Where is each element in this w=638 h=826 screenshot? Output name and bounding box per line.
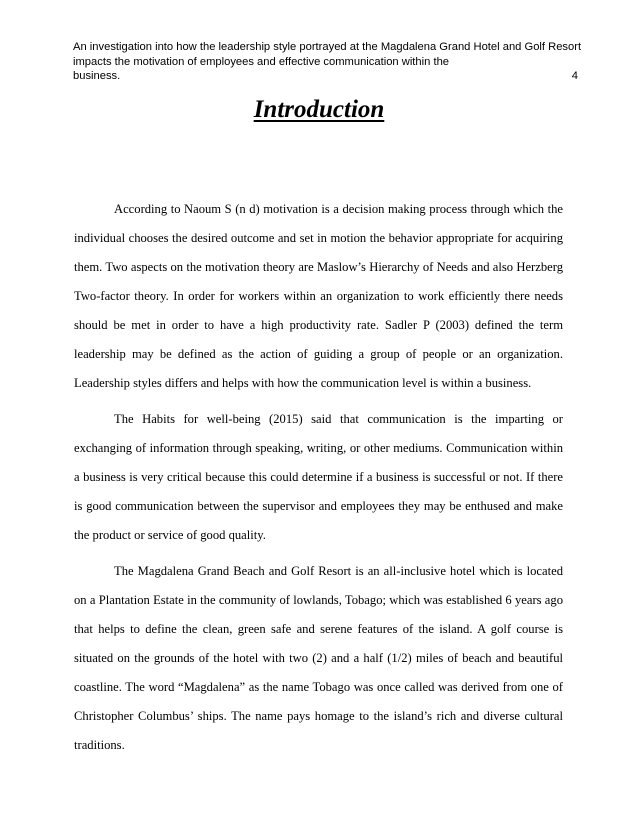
page-number: 4 <box>571 70 578 82</box>
running-header <box>73 40 582 84</box>
header-line: impacts the motivation of employees and effective communication within the <box>73 55 450 68</box>
paragraph-communication <box>74 405 563 550</box>
header-line: An investigation into how the leadership style portrayed at the Magdalena Grand Hotel and Golf Resort <box>73 41 582 53</box>
header-line: business. <box>73 70 121 82</box>
paragraph-motivation <box>74 195 563 398</box>
paragraph-text: According to Naoum S (n d) motivation is a decision making process through which the individual chooses the desired outcome and set in motion the behavior appropriate for acquiring them. Two aspects on the motivation theory are Maslow’s Hierarchy of Needs and also Herzberg Two-factor theory. In order for workers within an organization to work efficiently there needs should be met in order to have a high productivity rate. Sadler P (2003) defined the term leadership may be defined as the action of guiding a group of people or an organization. Leadership styles differs and helps with how the communication level is within a business. <box>74 202 563 390</box>
page-title: Introduction <box>253 96 385 123</box>
paragraph-text: The Magdalena Grand Beach and Golf Resort is an all-inclusive hotel which is located on a Plantation Estate in the community of lowlands, Tobago; which was established 6 years ago that helps to define the clean, green safe and serene features of the island. A golf course is situated on the grounds of the hotel with two (2) and a half (1/2) miles of beach and beautiful coastline. The word “Magdalena” as the name Tobago was once called was derived from one of Christopher Columbus’ ships. The name pays homage to the island’s rich and diverse cultural traditions. <box>74 564 563 752</box>
paragraph-text: The Habits for well-being (2015) said that communication is the imparting or exchanging of information through speaking, writing, or other mediums. Communication within a business is very critical because this could determine if a business is successful or not. If there is good communication between the supervisor and employees they may be enthused and make the product or service of good quality. <box>74 412 563 542</box>
paragraph-resort <box>74 557 563 760</box>
